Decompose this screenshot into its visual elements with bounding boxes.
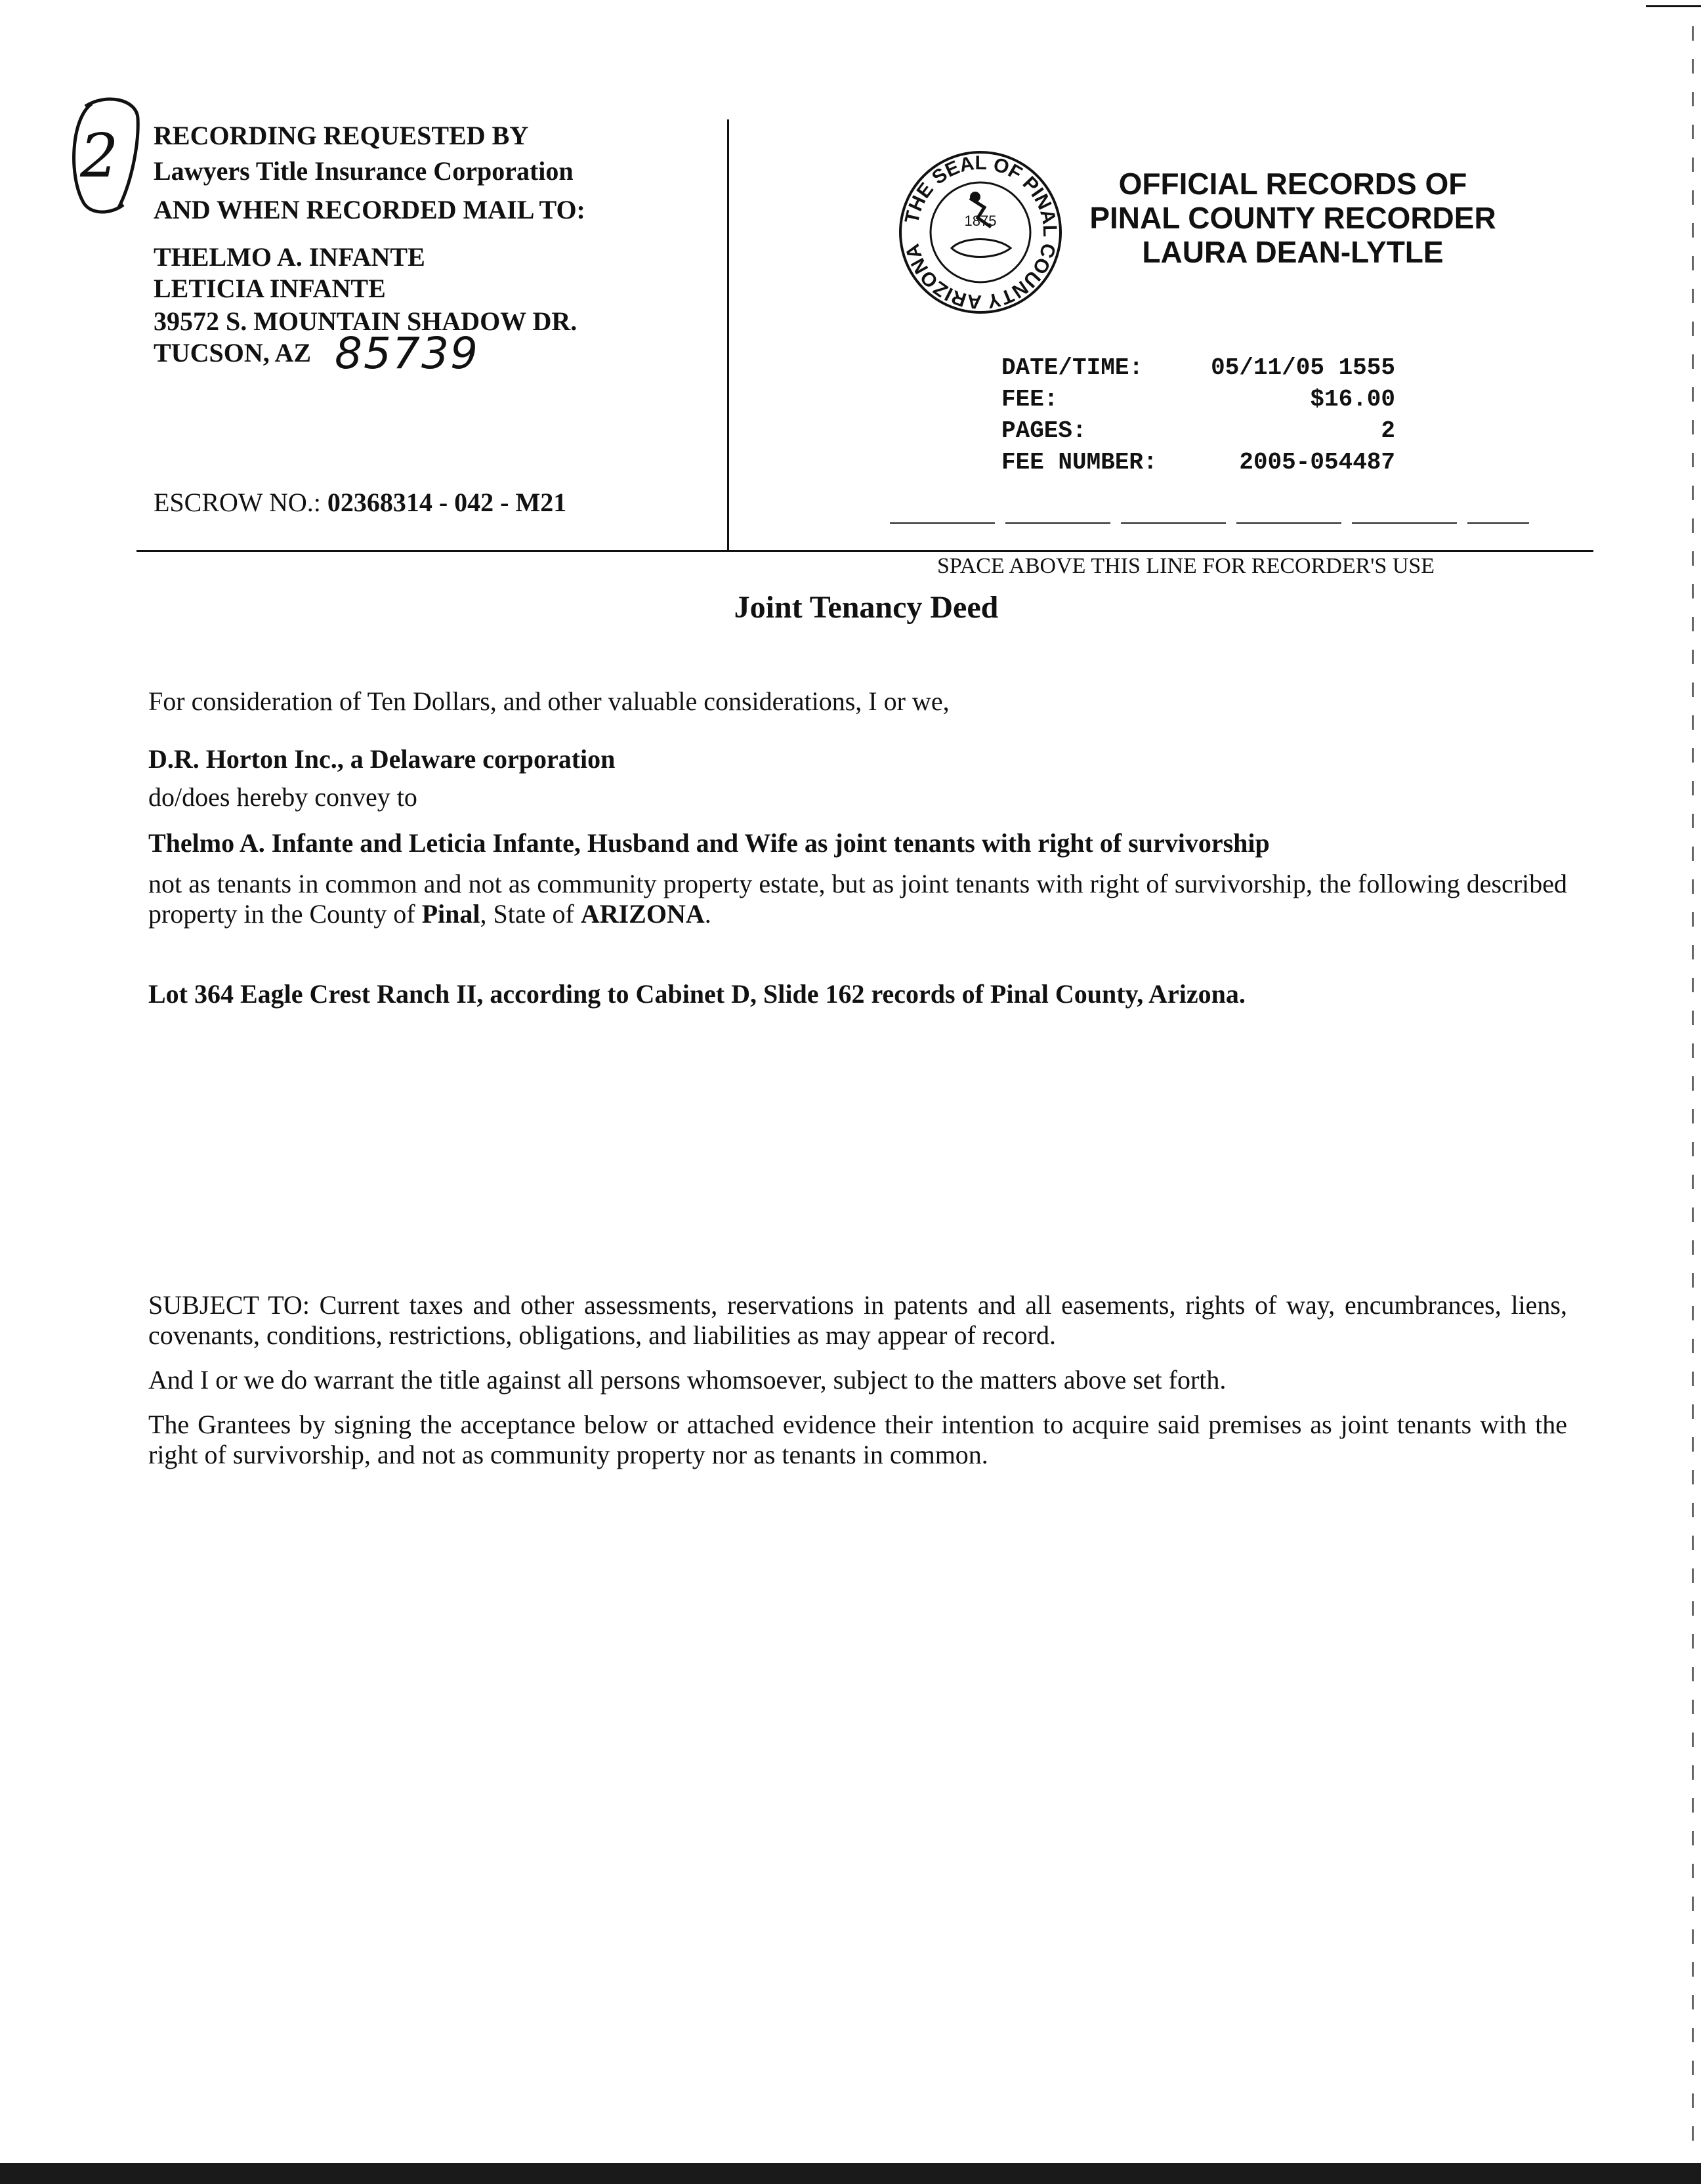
date-time-row (1001, 354, 1395, 387)
handwritten-zip: 85739 (335, 328, 479, 379)
seal-text: THE SEAL OF PINAL COUNTY ARIZONA (900, 152, 1061, 313)
grantees: Thelmo A. Infante and Leticia Infante, Husband and Wife as joint tenants with right of survivorship (148, 828, 1270, 858)
grantor: D.R. Horton Inc., a Delaware corporation (148, 744, 616, 774)
recording-requested-label: RECORDING REQUESTED BY (154, 121, 529, 150)
warranty: And I or we do warrant the title against all persons whomsoever, subject to the matters above set forth. (148, 1365, 1227, 1395)
tenancy-text-a: not as tenants in common and not as community property estate, but as joint tenants with right of survivorship, the following described property in the County of (148, 869, 1567, 929)
header-vertical-divider (727, 119, 729, 550)
mail-to-city-state: TUCSON, AZ (154, 338, 312, 368)
escrow-row (154, 487, 566, 518)
tenancy-text (148, 869, 1567, 929)
handwritten-page-mark (66, 92, 151, 223)
county-seal (898, 150, 1063, 315)
fee-value: $16.00 (1310, 386, 1395, 413)
escrow-number: 02368314 - 042 - M21 (327, 488, 567, 517)
recorder-fields (1001, 354, 1395, 486)
escrow-label: ESCROW NO.: (154, 488, 321, 517)
fee-number-label: FEE NUMBER: (1001, 449, 1158, 476)
deed-title: Joint Tenancy Deed (734, 590, 999, 625)
recorder-signature-line (890, 522, 1529, 524)
annotation-number: 2 (80, 121, 119, 191)
mail-to-label: AND WHEN RECORDED MAIL TO: (154, 195, 585, 224)
fee-label: FEE: (1001, 386, 1059, 413)
mail-to-street: 39572 S. MOUNTAIN SHADOW DR. (154, 306, 578, 336)
pages-row (1001, 417, 1395, 450)
date-time-value: 05/11/05 1555 (1211, 354, 1395, 381)
fee-number-row (1001, 449, 1395, 482)
recorder-title-line1: OFFICIAL RECORDS OF (1118, 167, 1467, 201)
state: ARIZONA (580, 899, 705, 929)
tenancy-text-c: . (704, 899, 711, 929)
recorder-title-line2: PINAL COUNTY RECORDER (1089, 201, 1496, 235)
space-above-note: SPACE ABOVE THIS LINE FOR RECORDER'S USE (937, 554, 1435, 578)
bottom-scan-border (0, 2163, 1701, 2184)
fee-number-value: 2005-054487 (1239, 449, 1395, 476)
recorder-use-rule (136, 550, 1593, 552)
legal-description: Lot 364 Eagle Crest Ranch II, according to Cabinet D, Slide 162 records of Pinal County, Arizona. (148, 979, 1246, 1009)
recorder-title-line3: LAURA DEAN-LYTLE (1142, 235, 1444, 269)
pages-value: 2 (1381, 417, 1395, 444)
convey-text: do/does hereby convey to (148, 782, 417, 812)
top-right-scan-mark (1646, 5, 1701, 7)
tenancy-text-b: , State of (480, 899, 581, 929)
subject-to: SUBJECT TO: Current taxes and other assessments, reservations in patents and all easements, rights of way, encumbrances, liens, covenants, conditions, restrictions, obligations, and liabilities as may appear of record. (148, 1290, 1567, 1350)
mail-to-name1: THELMO A. INFANTE (154, 242, 425, 272)
fee-row (1001, 386, 1395, 419)
grantees-acceptance: The Grantees by signing the acceptance below or attached evidence their intention to acquire said premises as joint tenants with the right of survivorship, and not as community property nor as tenants in common. (148, 1410, 1567, 1469)
right-edge-dashes (1692, 26, 1694, 2152)
consideration-text: For consideration of Ten Dollars, and other valuable considerations, I or we, (148, 686, 950, 716)
seal-icon (898, 150, 1063, 315)
county: Pinal (421, 899, 480, 929)
mail-to-name2: LETICIA INFANTE (154, 274, 386, 303)
seal-year: 1875 (964, 213, 997, 229)
svg-text:THE SEAL OF PINAL COUNTY ARIZO (901, 152, 1060, 313)
date-time-label: DATE/TIME: (1001, 354, 1144, 381)
recorder-title (1076, 167, 1509, 269)
requested-by: Lawyers Title Insurance Corporation (154, 156, 574, 186)
pages-label: PAGES: (1001, 417, 1087, 444)
